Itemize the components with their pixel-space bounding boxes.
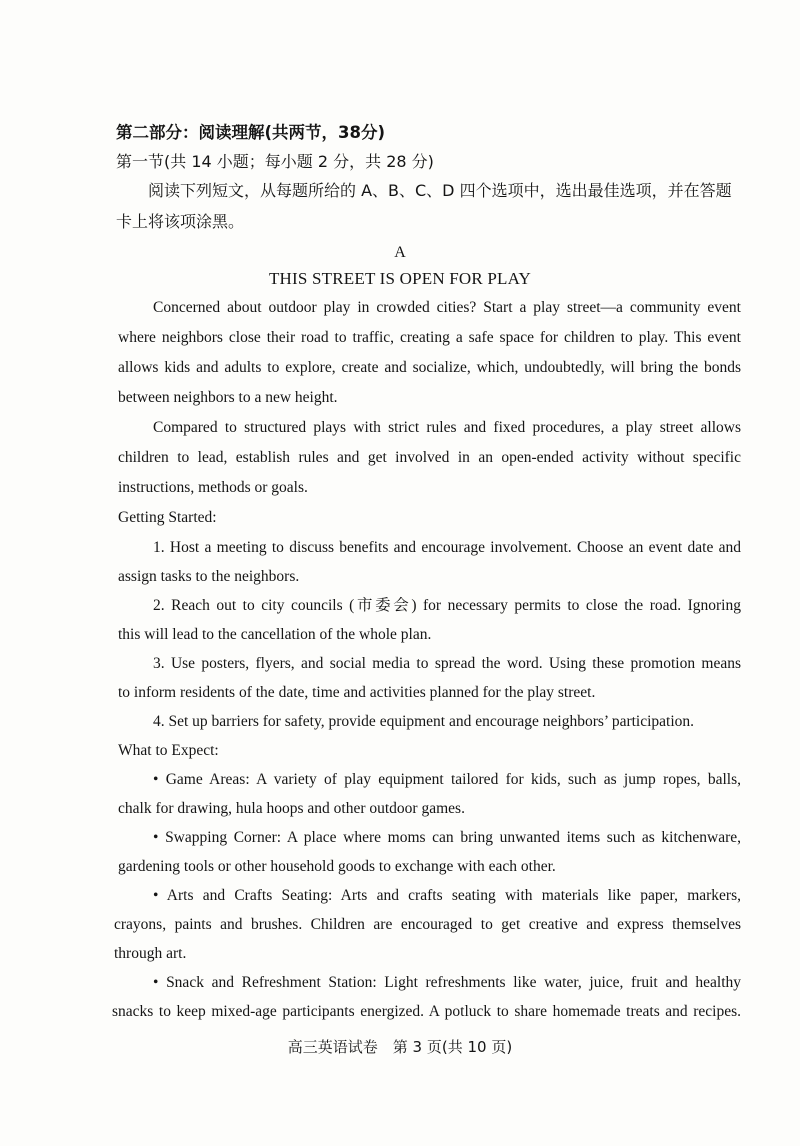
page-footer: 高三英语试卷 第 3 页(共 10 页) <box>287 1038 513 1056</box>
passage-line: Compared to structured plays with strict rules and fixed procedures, a play street allows <box>153 419 741 436</box>
passage-line: this will lead to the cancellation of the whole plan. <box>118 626 432 643</box>
passage-line: • Snack and Refreshment Station: Light refreshments like water, juice, fruit and healthy <box>153 974 741 991</box>
instruction-line: 卡上将该项涂黑。 <box>116 212 245 231</box>
passage-line: • Game Areas: A variety of play equipment tailored for kids, such as jump ropes, balls, <box>153 771 741 788</box>
passage-line: • Arts and Crafts Seating: Arts and crafts seating with materials like paper, markers, <box>153 887 741 904</box>
passage-line: crayons, paints and brushes. Children are encouraged to get creative and express themselves <box>114 916 741 933</box>
passage-line: between neighbors to a new height. <box>118 389 338 406</box>
passage-title: THIS STREET IS OPEN FOR PLAY <box>268 269 532 288</box>
passage-line: 2. Reach out to city councils (市委会) for necessary permits to close the road. Ignoring <box>153 597 741 614</box>
passage-line: children to lead, establish rules and get involved in an open-ended activity without specific <box>118 449 741 466</box>
passage-line: where neighbors close their road to traffic, creating a safe space for children to play. This event <box>118 329 741 346</box>
subsection-title: 第一节(共 14 小题；每小题 2 分，共 28 分) <box>116 152 434 171</box>
instruction-line: 阅读下列短文，从每题所给的 A、B、C、D 四个选项中，选出最佳选项，并在答题 <box>148 181 732 200</box>
passage-line: snacks to keep mixed-age participants energized. A potluck to share homemade treats and recipes. <box>112 1003 741 1020</box>
passage-line: Concerned about outdoor play in crowded cities? Start a play street—a community event <box>153 299 741 316</box>
passage-line: gardening tools or other household goods to exchange with each other. <box>118 858 556 875</box>
passage-line: 1. Host a meeting to discuss benefits and encourage involvement. Choose an event date and <box>153 539 741 556</box>
passage-letter: A <box>394 244 406 261</box>
passage-line: through art. <box>114 945 187 962</box>
passage-line: assign tasks to the neighbors. <box>118 568 300 585</box>
section-heading-getting-started: Getting Started: <box>118 509 217 526</box>
passage-line: 4. Set up barriers for safety, provide equipment and encourage neighbors’ participation. <box>153 713 695 730</box>
section-title: 第二部分：阅读理解(共两节，38分) <box>116 123 386 142</box>
passage-line: 3. Use posters, flyers, and social media to spread the word. Using these promotion means <box>153 655 741 672</box>
passage-line: instructions, methods or goals. <box>118 479 308 496</box>
passage-line: • Swapping Corner: A place where moms can bring unwanted items such as kitchenware, <box>153 829 741 846</box>
section-heading-what-to-expect: What to Expect: <box>118 742 219 759</box>
passage-line: to inform residents of the date, time and activities planned for the play street. <box>118 684 596 701</box>
passage-line: allows kids and adults to explore, create and socialize, which, undoubtedly, will bring the bonds <box>118 359 741 376</box>
passage-line: chalk for drawing, hula hoops and other outdoor games. <box>118 800 465 817</box>
